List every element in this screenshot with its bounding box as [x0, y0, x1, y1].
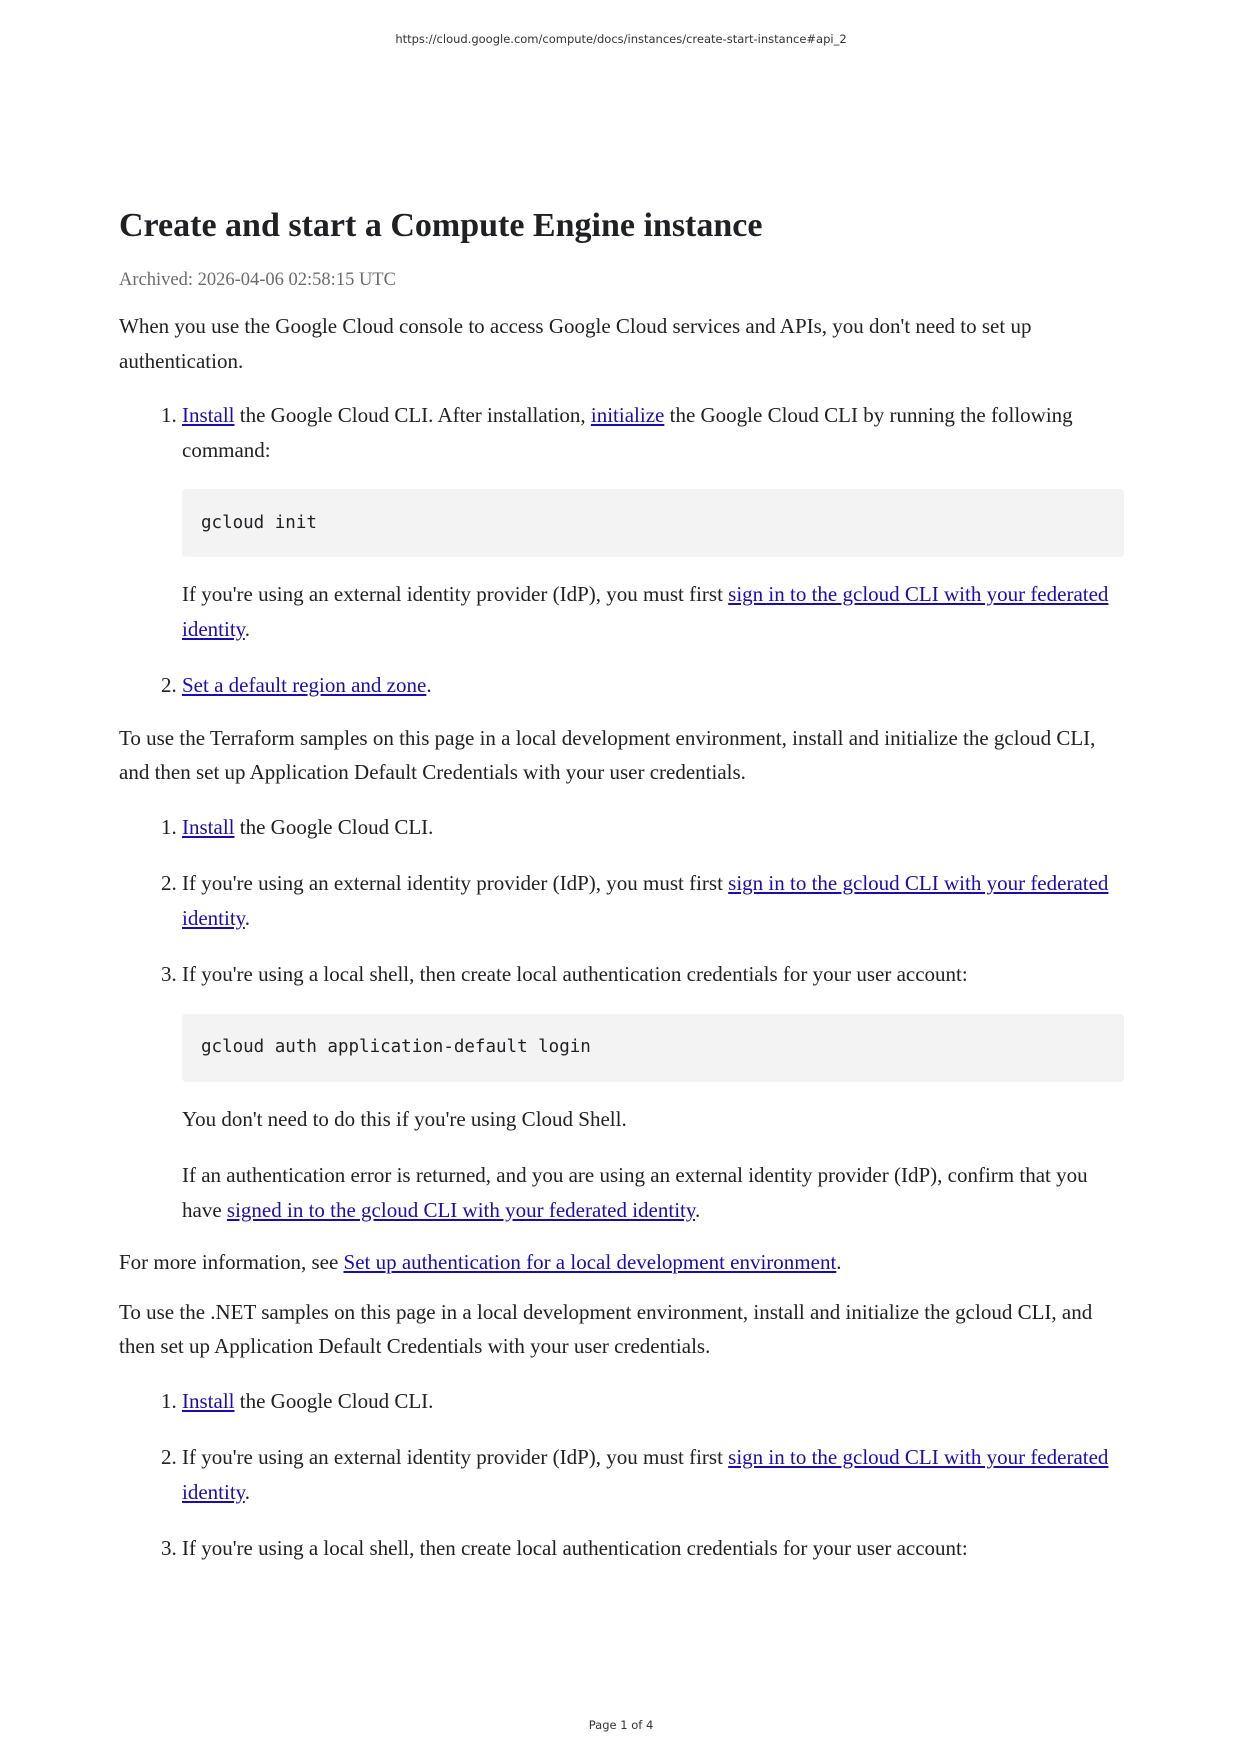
step-text: If you're using a local shell, then create local authentication credentials for your user account: [182, 1536, 968, 1560]
note-text: If an authentication error is returned, and you are using an external identity provider (IdP), confirm that you have [182, 1163, 1088, 1222]
cloud-shell-note: You don't need to do this if you're using Cloud Shell. [182, 1106, 627, 1131]
note-text: If you're using an external identity provider (IdP), you must first [182, 582, 729, 606]
initialize-link[interactable]: initialize [590, 403, 665, 427]
list-item [182, 1440, 1124, 1509]
punctuation: . [836, 1250, 842, 1274]
punctuation: . [244, 616, 251, 641]
federated-signin-link[interactable]: sign in to the gcloud CLI with your federated identity [182, 1445, 1109, 1504]
step-text: the Google Cloud CLI. [234, 814, 434, 839]
punctuation: . [244, 1479, 251, 1504]
paragraph-text: For more information, see [119, 1250, 344, 1274]
federated-signin-link[interactable]: sign in to the gcloud CLI with your federated identity [182, 871, 1109, 930]
auth-error-note [182, 1158, 1124, 1227]
install-link[interactable]: Install [182, 1388, 235, 1413]
code-text: gcloud init [201, 512, 317, 533]
page-title: Create and start a Compute Engine instance [119, 207, 763, 244]
step-text: the Google Cloud CLI. After installation, [234, 403, 591, 427]
punctuation: . [695, 1197, 701, 1222]
local-dev-auth-link[interactable]: Set up authentication for a local development environment [343, 1250, 837, 1274]
gcloud-setup-list [119, 398, 1124, 703]
list-item [182, 668, 1124, 703]
dotnet-setup-list [119, 1384, 1124, 1566]
list-item [182, 1531, 1124, 1566]
print-header-url: https://cloud.google.com/compute/docs/instances/create-start-instance#api_2 [395, 32, 847, 46]
step-text: If you're using an external identity provider (IdP), you must first [182, 871, 729, 895]
code-text: gcloud auth application-default login [201, 1037, 591, 1058]
document-content [119, 206, 1124, 1566]
punctuation: . [244, 905, 251, 930]
code-block[interactable] [182, 1014, 1124, 1082]
archived-timestamp: Archived: 2026-04-06 02:58:15 UTC [119, 270, 396, 290]
more-info-paragraph [119, 1245, 1124, 1280]
list-item [182, 810, 1124, 845]
intro-paragraph: When you use the Google Cloud console to access Google Cloud services and APIs, you don't need to set up authentication. [119, 314, 1032, 373]
federated-signin-link[interactable]: sign in to the gcloud CLI with your federated identity [182, 582, 1109, 641]
step-text: If you're using an external identity provider (IdP), you must first [182, 1445, 729, 1469]
step-text: the Google Cloud CLI by running the following command: [182, 403, 1073, 462]
install-link[interactable]: Install [182, 403, 235, 427]
list-item [182, 1384, 1124, 1419]
punctuation: . [426, 673, 432, 697]
step-text: the Google Cloud CLI. [234, 1388, 434, 1413]
federated-signin-link[interactable]: signed in to the gcloud CLI with your federated identity [226, 1197, 696, 1222]
dotnet-intro: To use the .NET samples on this page in a local development environment, install and initialize the gcloud CLI, and then set up Application Default Credentials with your user credentials. [119, 1299, 1093, 1358]
page-number: Page 1 of 4 [588, 1718, 654, 1732]
install-link[interactable]: Install [182, 814, 235, 839]
default-region-zone-link[interactable]: Set a default region and zone [182, 673, 427, 697]
list-item [182, 957, 1124, 1227]
list-item [182, 398, 1124, 646]
idp-note [182, 577, 1124, 646]
terraform-intro: To use the Terraform samples on this page in a local development environment, install and initialize the gcloud CLI, and then set up Application Default Credentials with your user credentials. [119, 725, 1096, 784]
terraform-setup-list [119, 810, 1124, 1228]
code-block[interactable] [182, 489, 1124, 557]
step-text: If you're using a local shell, then create local authentication credentials for your user account: [182, 962, 968, 986]
list-item [182, 866, 1124, 935]
